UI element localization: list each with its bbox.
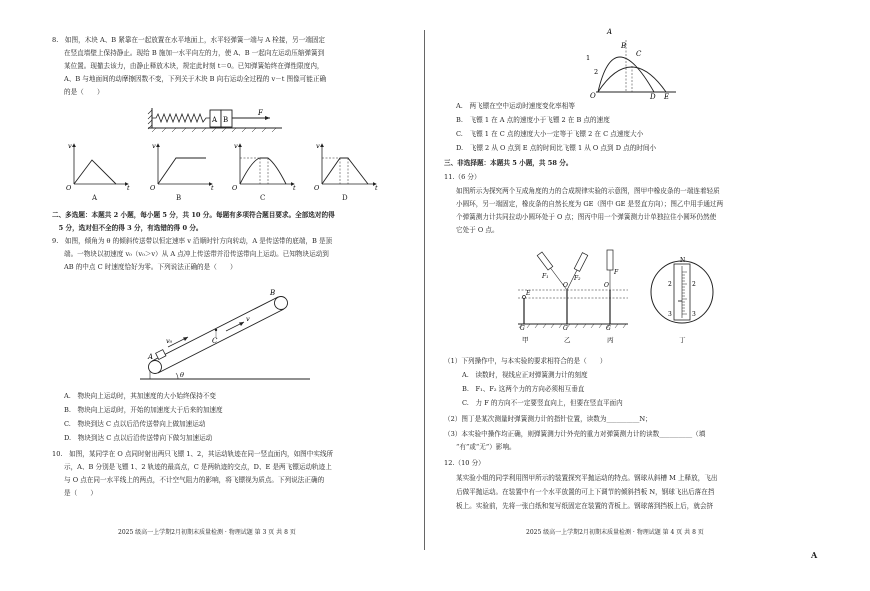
gauge-label-2-right: 2 [692,281,696,288]
corner-mark: A [811,550,818,560]
gauge-label-2: 2 [668,281,672,288]
label-b: B [223,116,229,124]
svg-text:v: v [234,142,238,150]
q10-trajectory-figure [428,28,870,100]
fig-label-o-yi: O [563,282,568,289]
q8-spring-figure [0,104,424,144]
fig-label-g-bing: G [606,325,611,332]
q11-line-4: 它处于 O 点。 [456,226,499,234]
q9-label-a: A [148,353,154,361]
svg-text:t: t [127,184,130,192]
q10-label-2: 2 [594,68,599,76]
spring-scale-gauge [651,257,713,323]
q8-option-graphs [0,140,424,200]
q8-option-b: B [176,194,182,202]
gauge-label-n: N [680,257,686,264]
page-4-footer: 2025 级高一上学期2月初期末质量检测 · 物理试题 第 4 页 共 8 页 [526,529,704,536]
q10-label-a: A [607,28,613,36]
page-divider [424,30,425,550]
fig-caption-jia: 甲 [522,336,529,344]
svg-text:v: v [68,142,72,150]
q11-sub1-option-a: A. 读数时，视线应正对弹簧测力计的刻度 [462,371,588,379]
q9-label-b: B [270,289,276,297]
q8-line-4: A、B 与地面间的动摩擦因数不变，下列关于木块 B 向右运动全过程的 v－t 图像可能正确 [64,75,327,83]
q12-header: 12.（10 分） [444,459,485,467]
graph-c [232,142,296,192]
q9-line-1: 9. 如图，倾角为 θ 的倾斜传送带以恒定速率 v 沿顺时针方向转动，A 是传送带的底端，B 是顶 [52,237,333,245]
svg-text:t: t [293,184,296,192]
q11-line-2: 小圆环，另一端固定，橡皮条的自然长度为 GE（图中 GE 是竖直方向）；图乙中用手通过两 [456,200,724,208]
fig-label-f: F [614,269,619,276]
page-3 [0,0,424,591]
label-a: A [212,116,218,124]
q12-line-3: 板上。实验前，先将一张白纸和复写纸固定在装置的背板上。钢球落到挡板上后，就会挤 [456,502,714,510]
gauge-label-3-right: 3 [692,311,696,318]
q10-option-a: A. 两飞镖在空中运动时速度变化率相等 [456,102,575,110]
q9-line-2: 端。一物块以初速度 v₀（v₀＞v）从 A 点冲上传送带并沿传送带向上运动。已知物块运动到 [64,250,329,258]
fig-caption-ding: 丁 [679,336,686,344]
q8-option-c: C [260,194,266,202]
q10-label-b: B [621,42,627,50]
q12-line-1: 某实验小组的同学利用图甲所示的装置探究平抛运动的特点。钢球从斜槽 M 上释放，飞出 [456,474,718,482]
q10-line-4: 是（ ） [64,489,97,497]
svg-text:t: t [375,184,378,192]
q8-line-2: 在竖直墙壁上保持静止。现给 B 施加一水平向左的力，使 A、B 一起向左运动压缩弹簧到 [64,49,325,57]
q11-header: 11.（6 分） [444,173,481,181]
q10-line-1: 10. 如图，某同学在 O 点同时射出两只飞镖 1、2，其运动轨迹在同一竖直面内，如图中实线所 [52,450,334,458]
q10-option-d: D. 飞镖 2 从 O 点到 E 点的时间比飞镖 1 从 O 点到 D 点的时间小 [456,144,657,152]
q10-line-3: 与 O 点在同一水平线上的两点，不计空气阻力的影响，将飞镖视为质点。下列说法正确的 [64,476,325,484]
page-3-footer: 2025 级高一上学期2月初期末质量检测 · 物理试题 第 3 页 共 8 页 [118,529,296,536]
q11-experiment-figure [428,240,870,350]
svg-text:O: O [232,184,238,192]
graph-a [66,142,130,192]
q11-line-3: 个弹簧测力计共同拉动小圆环处于 O 点；图丙中用一个弹簧测力计单独拉住小圆环仍然使 [456,213,717,221]
fig-label-g-jia: G [520,325,525,332]
section2-heading-2: 5 分，选对但不全的得 3 分，有选错的得 0 分。 [52,224,203,232]
q10-option-b: B. 飞镖 1 在 A 点的速度小于飞镖 2 在 B 点的速度 [456,116,610,124]
svg-text:v: v [316,142,320,150]
label-f: F [258,109,263,117]
q10-line-2: 示，A、B 分别是飞镖 1、2 轨迹的最高点，C 是两轨迹的交点，D、E 是两飞镖运动轨迹上 [64,463,332,471]
q10-label-1: 1 [586,54,591,62]
graph-d [314,142,378,192]
q11-sub1-option-b: B. F₁、F₂ 这两个力的方向必须相互垂直 [462,385,585,393]
q10-option-c: C. 飞镖 1 在 C 点的速度大小一定等于飞镖 2 在 C 点速度大小 [456,130,644,138]
q11-line-1: 如图所示为探究两个互成角度的力的合成规律实验的示意图，图甲中橡皮条的一端连着轻质 [456,187,720,195]
q11-sub3-line-2: “有”或“无”）影响。 [456,443,516,451]
q9-label-v: v [246,315,250,323]
q9-line-3: AB 的中点 C 时速度恰好为零。下列说法正确的是（ ） [64,263,237,271]
fig-label-o-bing: O [604,282,609,289]
q10-label-d: D [650,93,656,101]
fig-label-e-jia: E [526,290,531,297]
svg-text:O: O [66,184,72,192]
q11-sub1-option-c: C. 力 F 的方向不一定要竖直向上，但要在竖直平面内 [462,399,623,407]
q8-option-d: D [342,194,348,202]
fig-label-f1: F₁ [542,273,549,280]
q11-sub2: （2）图丁是某次测量时弹簧测力计的指针位置，读数为__________N； [444,415,652,423]
page-4 [428,0,870,591]
q9-option-d: D. 物块到达 C 点以后沿传送带向下做匀加速运动 [64,434,213,442]
q8-line-3: 某位置。现撤去该力，由静止释放木块，规定此时刻 t＝0。已知弹簧始终在弹性限度内， [64,62,324,70]
svg-text:v: v [152,142,156,150]
fig-label-f2: F₂ [574,275,581,282]
q10-label-o: O [590,92,596,100]
fig-caption-bing: 丙 [607,336,614,344]
section2-heading-1: 二、多选题：本题共 2 小题，每小题 5 分，共 10 分。每题有多项符合题目要求。全部选对的得 [52,211,335,219]
q10-label-e: E [664,93,670,101]
fig-label-g-yi: G [563,325,568,332]
q10-label-c: C [636,50,642,58]
q9-option-a: A. 物块向上运动时，其加速度的大小始终保持不变 [64,392,216,400]
q9-option-b: B. 物块向上运动时，开始的加速度大于后来的加速度 [64,406,223,414]
q11-sub1: （1）下列操作中，与本实验的要求相符合的是（ ） [444,357,607,365]
q9-label-theta: θ [180,371,184,379]
q9-label-v0: v₀ [166,337,173,345]
gauge-label-3: 3 [668,311,672,318]
q9-label-c: C [212,337,218,345]
q8-line-1: 8. 如图，木块 A、B 紧靠在一起放置在水平地面上，水平轻弹簧一端与 A 栓接，另一端固定 [52,36,326,44]
svg-text:O: O [314,184,320,192]
q12-line-2: 后做平抛运动。在装置中有一个水平放置的可上下调节的倾斜挡板 N，钢球飞出后落在挡 [456,488,715,496]
q8-line-5: 的是（ ） [64,88,104,96]
fig-caption-yi: 乙 [564,336,571,344]
svg-text:O: O [150,184,156,192]
q11-sub3-line-1: （3）本实验中操作均正确，则弹簧测力计外壳的重力对弹簧测力计的读数__________（填 [444,430,706,438]
svg-text:t: t [211,184,214,192]
q9-conveyor-figure [0,285,424,385]
q8-option-a: A [92,194,98,202]
section3-heading: 三、非选择题：本题共 5 小题，共 58 分。 [444,159,573,167]
graph-b [150,142,214,192]
q9-option-c: C. 物块到达 C 点以后沿传送带向上做加速运动 [64,420,206,428]
